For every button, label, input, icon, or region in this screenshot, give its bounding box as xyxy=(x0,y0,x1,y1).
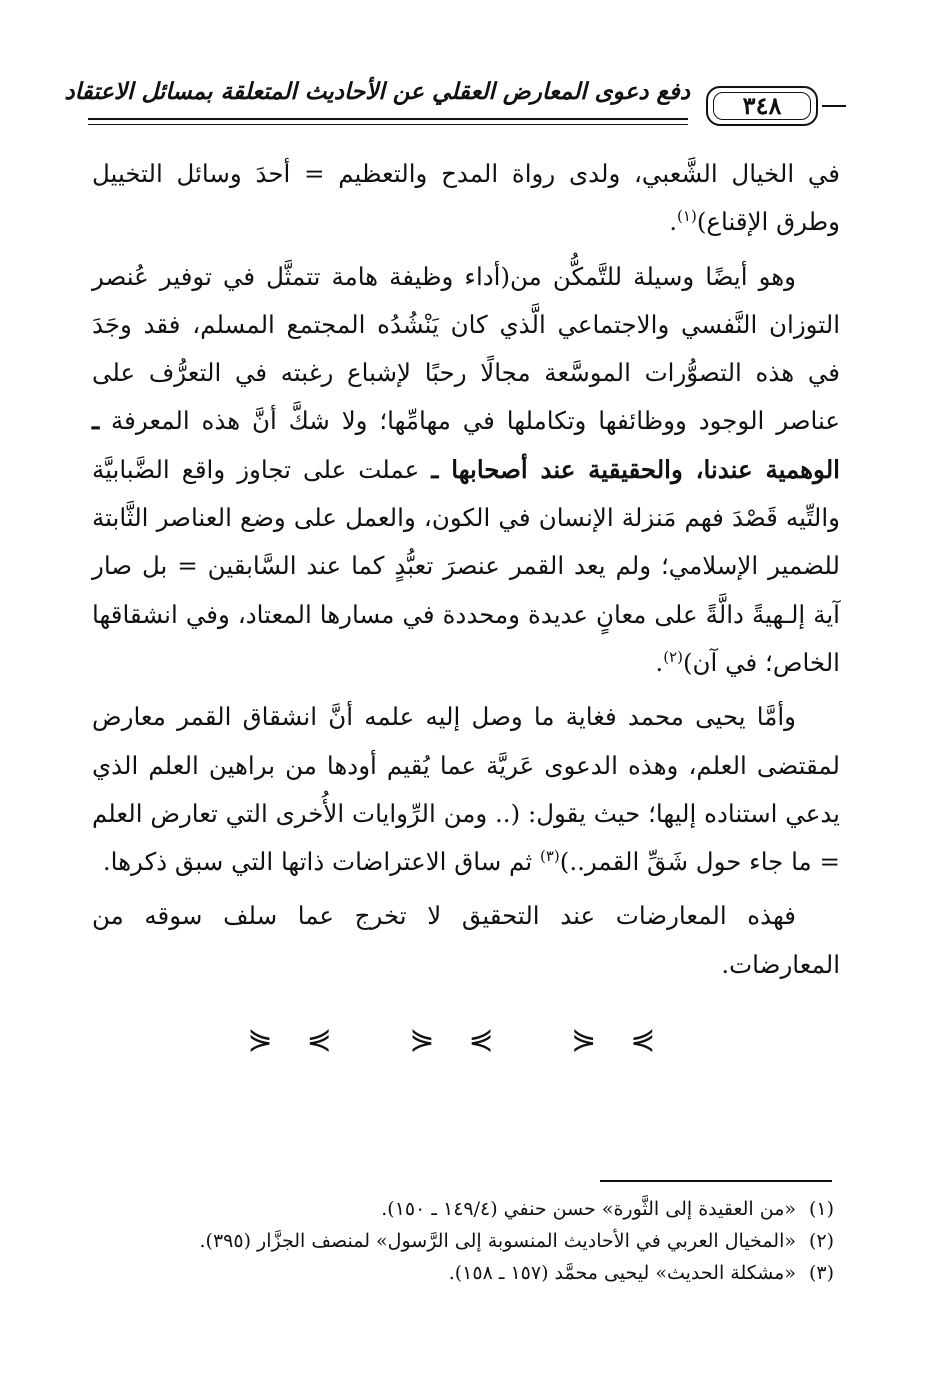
paragraph-4 xyxy=(92,892,840,989)
paragraph-1-end: . xyxy=(669,207,678,237)
paragraph-1 xyxy=(92,150,840,247)
footnote-separator xyxy=(600,1180,832,1182)
footnote-3 xyxy=(92,1257,834,1289)
footnote-ref-1[interactable]: (١) xyxy=(677,207,697,226)
footnote-number: (٢) xyxy=(808,1230,834,1252)
footnote-ref-2[interactable]: (٢) xyxy=(663,647,683,666)
paragraph-2 xyxy=(92,253,840,688)
footnote-text: «مشكلة الحديث» ليحيى محمَّد (١٥٧ ـ ١٥٨). xyxy=(448,1262,796,1284)
section-ornament: ⋟⋞ ⋟⋞ ⋟⋞ xyxy=(247,1022,690,1057)
paragraph-3 xyxy=(92,693,840,886)
paragraph-3-part2: ثم ساق الاعتراضات ذاتها التي سبق ذكرها. xyxy=(102,847,533,877)
footnote-number: (٣) xyxy=(808,1262,834,1284)
header-rule-thin xyxy=(88,124,688,125)
running-title: دفع دعوى المعارض العقلي عن الأحاديث المتعلقة بمسائل الاعتقاد xyxy=(64,78,690,105)
page-number-frame xyxy=(706,86,818,126)
page-header xyxy=(64,78,846,130)
paragraph-2-end: . xyxy=(655,647,664,677)
paragraph-4-text: فهذه المعارضات عند التحقيق لا تخرج عما سلف سوقه من المعارضات. xyxy=(92,901,840,979)
page-number: ٣٤٨ xyxy=(713,92,811,120)
paragraph-1-text: في الخيال الشَّعبي، ولدى رواة المدح والتعظيم = أحدَ وسائل التخييل وطرق الإقناع) xyxy=(92,159,840,237)
paragraph-3-part1: وأمَّا يحيى محمد فغاية ما وصل إليه علمه أنَّ انشقاق القمر معارض لمقتضى العلم، وهذه الدعوى عَريَّة عما يُقيم أودها من براهين العلم الذي يدعي استناده إليها؛ حيث يقول: (.. ومن الرِّوايات الأُخرى التي تعارض العلم = ما جاء حول شَقِّ القمر..) xyxy=(92,702,840,877)
paragraph-2-bold: ـ الوهمية عندنا، والحقيقية عند أصحابها ـ xyxy=(92,406,840,484)
paragraph-2-part1: وهو أيضًا وسيلة للتَّمكُّن من(أداء وظيفة هامة تتمثَّل في توفير عُنصر التوزان النَّفسي والاجتماعي الَّذي كان يَنْشُدُه المجتمع المسلم، فقد وجَدَ في هذه التصوُّرات الموسَّعة مجالًا رحبًا لإشباع رغبته في التعرُّف على عناصر الوجود ووظائفها وتكاملها في مهامِّها؛ ولا شكَّ أنَّ هذه المعرفة xyxy=(92,261,840,436)
header-dash xyxy=(822,105,846,107)
main-text xyxy=(92,150,840,989)
footnote-2 xyxy=(92,1225,834,1257)
paragraph-2-part2: عملت على تجاوز واقع الضَّبابيَّة والتِّيه قَصْدَ فهم مَنزلة الإنسان في الكون، والعمل على وضع العناصر الثَّابتة للضمير الإسلامي؛ ولم يعد القمر عنصرَ تعبُّدٍ كما عند السَّابقين = بل صار آية إلـهيةً دالَّةً على معانٍ عديدة ومحددة في مسارها المعتاد، وفي انشقاقها الخاص؛ في آن) xyxy=(92,454,840,677)
footnote-1 xyxy=(92,1193,834,1225)
footnote-ref-3[interactable]: (٣) xyxy=(539,847,560,865)
footnote-text: «المخيال العربي في الأحاديث المنسوبة إلى الرَّسول» لمنصف الجزَّار (٣٩٥). xyxy=(199,1230,796,1252)
header-rule xyxy=(88,118,688,120)
footnote-text: «من العقيدة إلى الثَّورة» حسن حنفي (١٤٩/٤ ـ ١٥٠). xyxy=(381,1198,796,1220)
footnote-number: (١) xyxy=(808,1198,834,1220)
footnotes xyxy=(92,1193,834,1289)
